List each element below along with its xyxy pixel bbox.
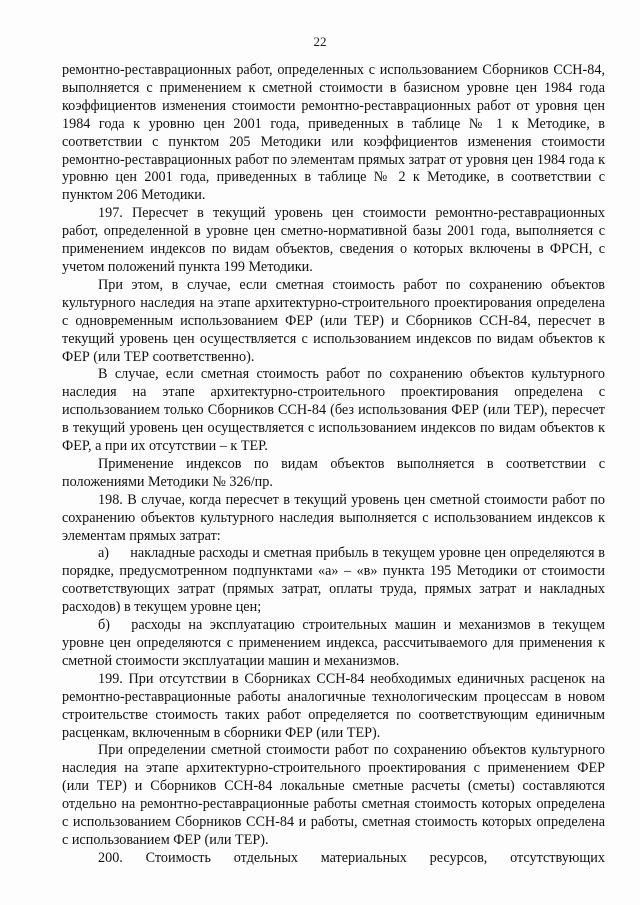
paragraph-local-estimates: При определении сметной стоимости работ по сохранению объектов культурного наследия на этапе архитектурно-строительного проектирования с применением ФЕР (или ТЕР) и Сборников ССН-84 локальные сметные расчеты (сметы) составляются отдельно на ремонтно-реставрационные работы сметная стоимость которых определена с использованием Сборников ССН-84 и работы, сметная стоимость которых определена с использованием ФЕР (или ТЕР). — [62, 742, 605, 848]
paragraph-combined-fer-ssn: При этом, в случае, если сметная стоимость работ по сохранению объектов культурного наследия на этапе архитектурно-строительного проектирования определена с одновременным использованием ФЕР (или ТЕР) и Сборников ССН-84, пересчет в текущий уровень цен осуществляется с использованием индексов по видам объектов к ФЕР (или ТЕР соответственно). — [62, 276, 605, 365]
page-number: 22 — [313, 34, 327, 49]
paragraph-200: 200. Стоимость отдельных материальных ресурсов, отсутствующих — [98, 849, 605, 866]
paragraph-198-b: б) расходы на эксплуатацию строительных машин и механизмов в текущем уровне цен определяются с применением индекса, рассчитываемого для применения к сметной стоимости эксплуатации машин и механизмов. — [62, 617, 605, 669]
paragraph-198: 198. В случае, когда пересчет в текущий уровень цен сметной стоимости работ по сохранению объектов культурного наследия выполняется с использованием индексов к элементам прямых затрат: — [62, 491, 605, 544]
paragraph-197: 197. Пересчет в текущий уровень цен стоимости ремонтно-реставрационных работ, определенной в уровне цен сметно-нормативной базы 2001 года, выполняется с применением индексов по видам объектов, сведения о которых включены в ФРСН, с учетом положений пункта 199 Методики. — [62, 205, 605, 275]
paragraph-199: 199. При отсутствии в Сборниках ССН-84 необходимых единичных расценок на ремонтно-реставрационные работы аналогичные технологическим процессам в новом строительстве стоимость таких работ определяется по соответствующим единичным расценкам, включенным в сборники ФЕР (или ТЕР). — [62, 670, 605, 741]
paragraph-only-ssn: В случае, если сметная стоимость работ по сохранению объектов культурного наследия на этапе архитектурно-строительного проектирования определена с использованием только Сборников ССН-84 (без использования ФЕР (или ТЕР), пересчет в текущий уровень цен осуществляется с использованием индексов по видам объектов к ФЕР, а при их отсутствии – к ТЕР. — [62, 366, 605, 455]
paragraph-198-a: а) накладные расходы и сметная прибыль в текущем уровне цен определяются в порядке, предусмотренном подпунктами «а» – «в» пункта 195 Методики от стоимости соответствующих затрат (прямых затрат, оплаты труда, прямых затрат и накладных расходов) в текущем уровне цен; — [62, 545, 605, 616]
paragraph-continuation: ремонтно-реставрационных работ, определенных с использованием Сборников ССН-84, выполняется с применением к сметной стоимости в базисном уровне цен 1984 года коэффициентов изменения стоимости ремонтно-реставрационных работ от уровня цен 1984 года к уровню цен 2001 года, приведенных в таблице № 1 к Методике, в соответствии с пунктом 205 Методики или коэффициентов изменения стоимости ремонтно-реставрационных работ по элементам прямых затрат от уровня цен 1984 года к уровню цен 2001 года, приведенных в таблице № 2 к Методике, в соответствии с пунктом 206 Методики. — [62, 62, 605, 204]
document-body — [62, 62, 605, 868]
paragraph-method-326: Применение индексов по видам объектов выполняется в соответствии с положениями Методики № 326/пр. — [62, 455, 605, 490]
